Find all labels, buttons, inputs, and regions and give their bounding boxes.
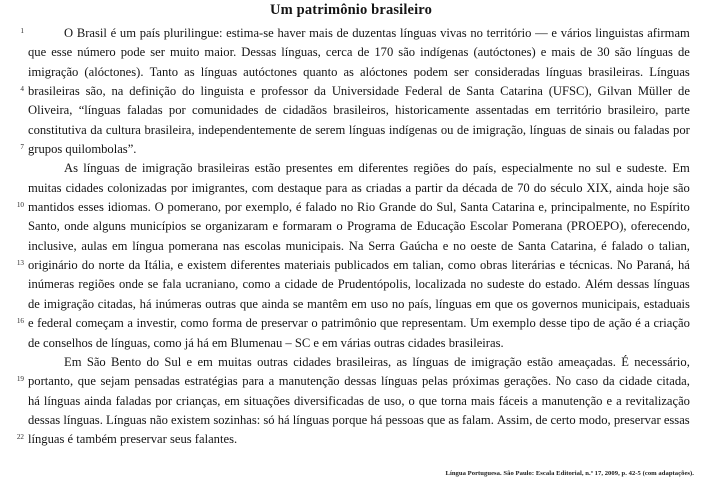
line-text: há línguas ainda faladas por crianças, em situações diversificadas de uso, o que torna mais fáceis a manutenção e a revitalização (28, 393, 690, 408)
line-text: O Brasil é um país plurilingue: estima-se haver mais de duzentas línguas vivas no território — e vários linguistas afirmam (64, 26, 690, 40)
text-line (0, 256, 702, 275)
text-line (0, 353, 702, 372)
line-text: Em São Bento do Sul e em muitas outras cidades brasileiras, as línguas de imigração estão ameaçadas. É necessário, (64, 354, 690, 369)
text-line (0, 179, 702, 198)
line-number: 22 (16, 433, 24, 442)
text-line (0, 217, 702, 236)
line-text: inúmeras regiões onde se fala ucraniano, como a cidade de Prudentópolis, localizada no sudeste do estado. Além dessas línguas (28, 277, 690, 292)
text-line (0, 159, 702, 178)
line-number: 1 (20, 27, 24, 35)
text-line (0, 392, 702, 411)
line-number: 4 (20, 85, 24, 94)
line-text: imigração (alóctones). Tanto as línguas autóctones quanto as alóctones podem ser consideradas línguas brasileiras. Línguas (28, 64, 690, 79)
line-text: grupos quilombolas”. (28, 142, 137, 157)
text-line (0, 140, 702, 159)
text-line (0, 101, 702, 120)
line-text: Oliveira, “línguas faladas por comunidades de cidadãos brasileiros, historicamente assentadas em território brasileiro, parte (28, 103, 690, 118)
line-number: 16 (16, 317, 24, 326)
text-line (0, 43, 702, 62)
line-text: brasileiras são, na definição do linguista e professor da Universidade Federal de Santa Catarina (UFSC), Gilvan Müller de (28, 84, 690, 99)
page-title: Um patrimônio brasileiro (269, 2, 433, 18)
text-line (0, 372, 702, 391)
line-text: constitutiva da cultura brasileira, independentemente de serem línguas indígenas ou de imigração, línguas de sinais ou faladas por (28, 122, 690, 137)
line-text: Santo, onde alguns municípios se organizaram e formaram o Programa de Educação Escolar Pomerana (PROEPO), oferecendo, (28, 219, 690, 234)
line-number: 10 (16, 201, 24, 210)
line-text: e federal começam a investir, como forma de preservar o patrimônio que representam. Um exemplo desse tipo de ação é a criação (28, 316, 690, 331)
line-text: portanto, que sejam pensadas estratégias para a manutenção dessas línguas pelas próximas gerações. No caso da cidade citada, (28, 374, 690, 389)
line-text: que esse número pode ser muito maior. Dessas línguas, cerca de 170 são indígenas (autóctones) e mais de 30 são línguas de (28, 45, 690, 60)
line-number: 19 (16, 375, 24, 384)
line-text: originário do norte da Itália, e existem diferentes materiais publicados em talian, como obras literárias e técnicas. No Paraná, há (28, 258, 690, 273)
article-body (0, 24, 702, 450)
text-line (0, 314, 702, 333)
text-line (0, 237, 702, 256)
text-line (0, 411, 702, 430)
line-text: As línguas de imigração brasileiras estão presentes em diferentes regiões do país, especialmente no sul e sudeste. Em (64, 161, 690, 176)
text-line (0, 295, 702, 314)
line-number: 7 (20, 143, 24, 152)
line-number: 13 (16, 259, 24, 268)
line-text: de conselhos de línguas, como já há em Blumenau – SC e em várias outras cidades brasileiras. (28, 335, 504, 350)
text-line (0, 334, 702, 353)
line-text: de imigração citadas, há inúmeras outras que ainda se mantêm em uso no país, línguas em que os governos municipais, estaduais (28, 296, 690, 311)
text-line (0, 63, 702, 82)
text-line (0, 121, 702, 140)
text-line (0, 430, 702, 449)
line-text: dessas línguas. Línguas não existem sozinhas: só há línguas porque há pessoas que as falam. Assim, de certo modo, preservar essas (28, 412, 690, 427)
text-line (0, 275, 702, 294)
line-text: inclusive, aulas em língua pomerana nas escolas municipais. Na Serra Gaúcha e no oeste de Santa Catarina, é falado o talian, (28, 238, 690, 253)
text-line (0, 24, 702, 43)
source-credit: Língua Portuguesa. São Paulo: Escala Editorial, n.º 17, 2009, p. 42-5 (com adaptações). (445, 470, 694, 477)
line-text: línguas é também preservar seus falantes. (28, 432, 238, 447)
text-line (0, 198, 702, 217)
text-line (0, 82, 702, 101)
line-text: mantidos esses idiomas. O pomerano, por exemplo, é falado no Rio Grande do Sul, Santa Catarina e, principalmente, no Espírito (28, 200, 690, 215)
line-text: muitas cidades colonizadas por imigrantes, com destaque para as criadas a partir da década de 70 do século XIX, ainda hoje são (28, 180, 690, 195)
